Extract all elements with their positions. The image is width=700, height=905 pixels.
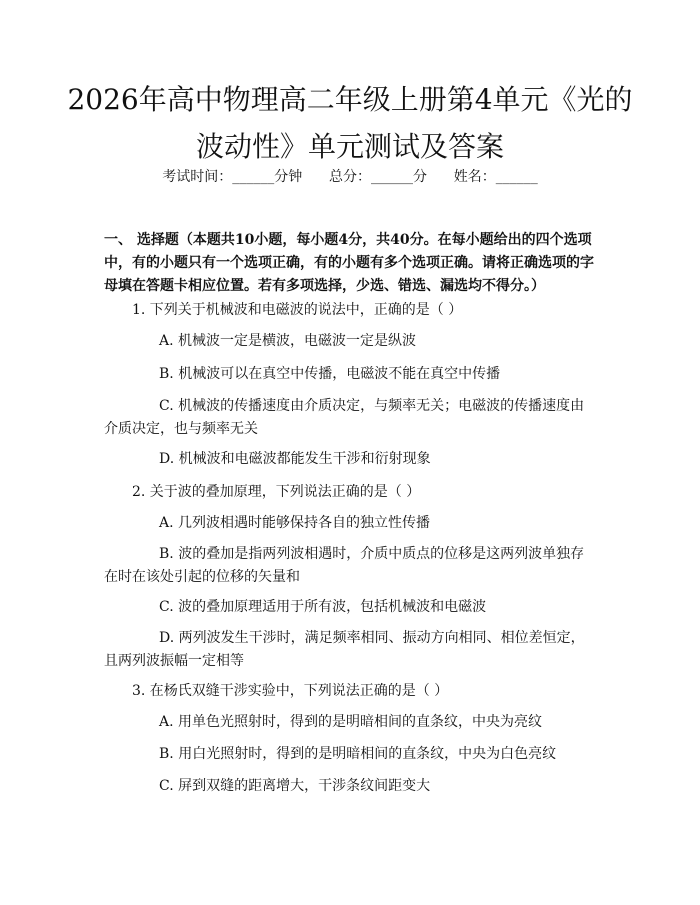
section-heading: 一、 选择题（本题共10小题，每小题4分，共40分。在每小题给出的四个选项中，有的小题只有一个选项正确，有的小题有多个选项正确。请将正确选项的字母填在答题卡相应位置。若有多项选择，少选、错选、漏选均不得分。） xyxy=(104,232,594,294)
question-stem: 2. 关于波的叠加原理，下列说法正确的是（ ） xyxy=(132,484,421,500)
option-item: B. 波的叠加是指两列波相遇时，介质中质点的位移是这两列波单独存在时在该处引起的位移的矢量和 xyxy=(104,546,585,585)
option-item: A. 几列波相遇时能够保持各自的独立性传播 xyxy=(159,515,431,531)
option-item: C. 波的叠加原理适用于所有波，包括机械波和电磁波 xyxy=(159,599,487,615)
option-item: C. 屏到双缝的距离增大，干涉条纹间距变大 xyxy=(159,778,431,794)
option-item: A. 用单色光照射时，得到的是明暗相间的直条纹，中央为亮纹 xyxy=(159,714,543,730)
option-item: C. 机械波的传播速度由介质决定，与频率无关；电磁波的传播速度由介质决定，也与频率无关 xyxy=(104,398,585,437)
option-item: D. 机械波和电磁波都能发生干涉和衍射现象 xyxy=(159,451,431,467)
option-item: B. 用白光照射时，得到的是明暗相间的直条纹，中央为白色亮纹 xyxy=(159,746,557,762)
question-stem: 3. 在杨氏双缝干涉实验中，下列说法正确的是（ ） xyxy=(132,683,449,699)
question-stem: 1. 下列关于机械波和电磁波的说法中，正确的是（ ） xyxy=(132,302,463,318)
option-item: D. 两列波发生干涉时，满足频率相同、振动方向相同、相位差恒定，且两列波振幅一定相等 xyxy=(104,630,585,669)
document-title: 2026年高中物理高二年级上册第4单元《光的波动性》单元测试及答案 xyxy=(67,83,633,163)
option-item: A. 机械波一定是横波，电磁波一定是纵波 xyxy=(159,333,417,349)
option-item: B. 机械波可以在真空中传播，电磁波不能在真空中传播 xyxy=(159,366,501,382)
exam-info-line: 考试时间：______分钟 总分：______分 姓名：______ xyxy=(162,169,538,185)
